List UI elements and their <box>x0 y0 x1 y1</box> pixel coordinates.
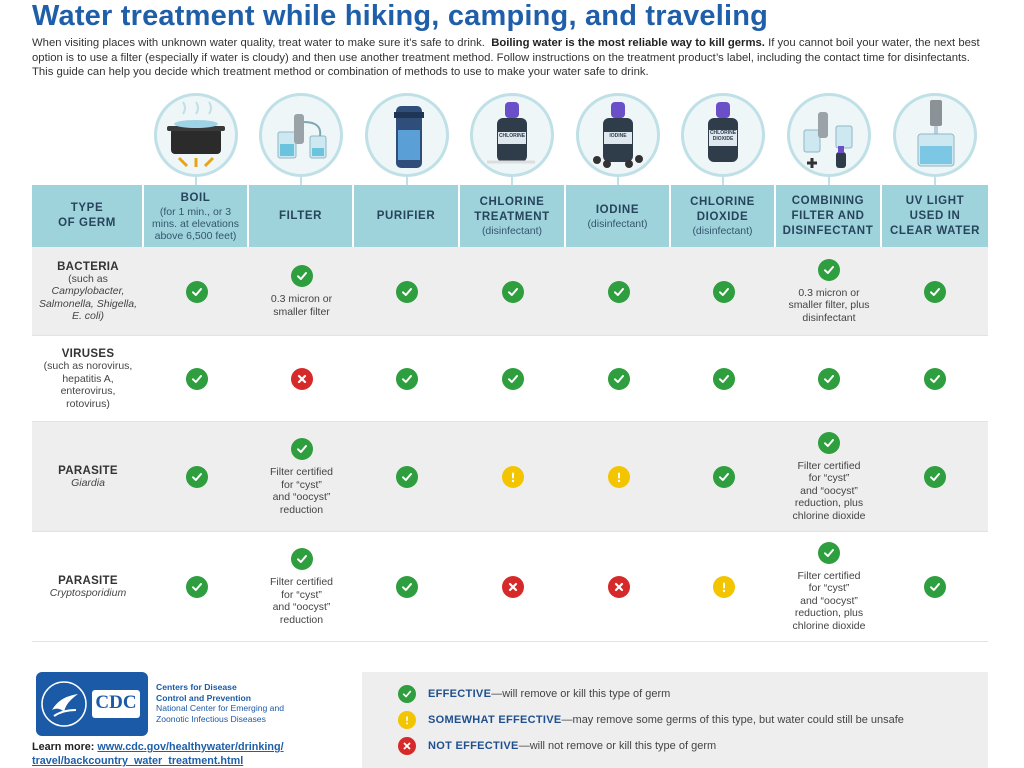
result-note-line: reduction <box>279 613 324 626</box>
filter-icon <box>259 93 343 177</box>
header-label: FILTER AND <box>791 209 865 222</box>
result-cell <box>249 336 354 422</box>
result-cell <box>249 532 354 642</box>
effective-status-icon <box>396 466 418 488</box>
legend-item-somewhat <box>398 711 904 729</box>
result-cell <box>671 422 776 532</box>
germ-type-title: PARASITE <box>58 574 118 587</box>
not-status-icon <box>291 368 313 390</box>
result-note <box>788 287 869 325</box>
result-cell <box>566 422 671 532</box>
effective-status-icon <box>818 259 840 281</box>
effective-status-icon <box>818 432 840 454</box>
result-note-line: disinfectant <box>802 311 856 324</box>
germ-type-examples: (such as norovirus, <box>43 360 133 372</box>
result-cell <box>144 247 249 336</box>
result-note-line: 0.3 micron or <box>798 286 860 299</box>
germ-type-title: PARASITE <box>58 464 118 477</box>
result-note-line: chlorine dioxide <box>792 619 866 632</box>
cdc-center-line-1: National Center for Emerging and <box>156 703 285 713</box>
effective-status-icon <box>713 466 735 488</box>
table-row <box>32 422 988 532</box>
header-label: DISINFECTANT <box>782 224 874 237</box>
legend-description: —may remove some germs of this type, but water could still be unsafe <box>561 714 904 726</box>
legend-label: EFFECTIVE <box>428 688 492 700</box>
somewhat-status-icon <box>608 466 630 488</box>
cdc-footer <box>32 672 362 768</box>
effective-status-icon <box>186 368 208 390</box>
header-label: BOIL <box>180 191 211 204</box>
header-type-of-germ <box>32 185 144 247</box>
method-icons <box>143 93 988 185</box>
result-cell <box>460 532 566 642</box>
result-cell <box>354 422 460 532</box>
effective-status-icon <box>186 281 208 303</box>
bottle-label: CHLORINE DIOXIDE <box>709 130 737 142</box>
result-cell <box>671 247 776 336</box>
effective-status-icon <box>291 265 313 287</box>
header-column <box>249 185 354 247</box>
iodine-bottle-icon <box>576 93 660 177</box>
effective-status-icon <box>398 685 416 703</box>
result-cell <box>460 422 566 532</box>
germ-type-examples: E. coli) <box>71 310 105 322</box>
cdc-name-block <box>156 682 284 724</box>
result-cell <box>776 247 882 336</box>
result-note-line: reduction <box>279 503 324 516</box>
result-note-line: smaller filter <box>273 305 330 318</box>
effective-status-icon <box>291 438 313 460</box>
effective-status-icon <box>924 368 946 390</box>
result-cell <box>249 247 354 336</box>
result-note-line: Filter certified <box>797 459 861 472</box>
effective-status-icon <box>608 368 630 390</box>
header-label: DIOXIDE <box>696 211 749 223</box>
result-cell <box>882 336 988 422</box>
header-label: IODINE <box>595 203 640 216</box>
header-sublabel: mins. at elevations <box>152 217 239 230</box>
somewhat-status-icon <box>502 466 524 488</box>
result-note-line: Filter certified <box>269 576 333 588</box>
header-column <box>354 185 460 247</box>
result-note-line: for “cyst” <box>281 478 322 491</box>
header-label: CLEAR WATER <box>889 224 981 237</box>
cdc-name-line-1: Centers for Disease <box>156 682 237 692</box>
effective-status-icon <box>396 281 418 303</box>
header-column <box>776 185 882 247</box>
result-cell <box>460 247 566 336</box>
header-label: USED IN <box>909 209 961 222</box>
table-row <box>32 532 988 642</box>
germ-type-examples: rotovirus) <box>66 397 110 410</box>
germ-type-cell <box>32 247 144 336</box>
header-label: TREATMENT <box>474 211 550 223</box>
result-cell <box>460 336 566 422</box>
page-title: Water treatment while hiking, camping, and traveling <box>32 0 769 32</box>
table-row <box>32 336 988 422</box>
combined-filter-disinfectant-icon <box>787 93 871 177</box>
header-label: COMBINING <box>791 194 865 207</box>
legend-label: NOT EFFECTIVE <box>428 740 519 752</box>
bottle-label: CHLORINE <box>498 133 526 139</box>
header-sublabel: above 6,500 feet) <box>154 229 237 242</box>
legend-item-effective <box>398 685 670 703</box>
intro-bold-text: Boiling water is the most reliable way to kill germs. <box>491 37 765 49</box>
result-cell <box>144 532 249 642</box>
header-column <box>566 185 671 247</box>
result-note <box>793 460 866 523</box>
result-note-line: Filter certified <box>797 569 861 582</box>
germ-type-examples: Salmonella, Shigella, <box>38 297 138 310</box>
legend <box>362 672 988 768</box>
effective-status-icon <box>396 368 418 390</box>
result-cell <box>144 422 249 532</box>
somewhat-status-icon <box>713 576 735 598</box>
somewhat-status-icon <box>398 711 416 729</box>
not-status-icon <box>502 576 524 598</box>
header-label: UV LIGHT <box>905 194 965 207</box>
header-label: FILTER <box>279 209 322 222</box>
effective-status-icon <box>818 542 840 564</box>
result-cell <box>566 532 671 642</box>
header-label: CHLORINE <box>479 196 545 208</box>
result-cell <box>354 336 460 422</box>
result-cell <box>671 336 776 422</box>
legend-label: SOMEWHAT EFFECTIVE <box>428 714 562 726</box>
result-note-line: reduction, plus <box>794 607 864 620</box>
germ-type-cell <box>32 336 144 422</box>
cdc-logo <box>36 672 148 736</box>
cdc-name-line-2: Control and Prevention <box>156 692 252 703</box>
result-cell <box>882 247 988 336</box>
germ-type-examples: Campylobacter, <box>51 285 125 297</box>
effective-status-icon <box>396 576 418 598</box>
result-note-line: smaller filter, plus <box>788 299 870 312</box>
effective-status-icon <box>502 368 524 390</box>
not-status-icon <box>608 576 630 598</box>
result-note <box>270 466 333 516</box>
result-cell <box>566 247 671 336</box>
germ-type-examples: Giardia <box>71 476 105 489</box>
effective-status-icon <box>502 281 524 303</box>
result-cell <box>776 336 882 422</box>
result-note-line: for “cyst” <box>808 472 850 485</box>
germ-type-cell <box>32 422 144 532</box>
cdc-logo-text: CDC <box>95 692 137 713</box>
header-label: OF GERM <box>58 217 116 229</box>
learn-more <box>32 740 284 768</box>
intro-paragraph <box>32 36 992 80</box>
germ-type-title: BACTERIA <box>57 260 119 273</box>
result-note-line: and “oocyst” <box>272 601 331 613</box>
effective-status-icon <box>924 281 946 303</box>
effective-status-icon <box>713 368 735 390</box>
germ-type-examples: enterovirus, <box>60 385 116 397</box>
effective-status-icon <box>186 576 208 598</box>
result-cell <box>144 336 249 422</box>
result-note-line: and “oocyst” <box>800 484 858 497</box>
header-sublabel: (disinfectant) <box>481 225 543 237</box>
result-cell <box>776 532 882 642</box>
legend-description: —will remove or kill this type of germ <box>491 688 671 700</box>
header-column <box>144 185 249 247</box>
legend-description: —will not remove or kill this type of germ <box>518 740 717 752</box>
header-label: TYPE <box>70 202 104 214</box>
result-cell <box>566 336 671 422</box>
result-cell <box>776 422 882 532</box>
not-status-icon <box>398 737 416 755</box>
effective-status-icon <box>818 368 840 390</box>
table-header <box>32 185 988 247</box>
legend-item-not <box>398 737 716 755</box>
germ-type-examples: Cryptosporidium <box>49 586 127 599</box>
learn-more-label: Learn more: <box>32 741 95 753</box>
cdc-center-line-2: Zoonotic Infectious Diseases <box>156 713 266 724</box>
uv-light-icon <box>893 93 977 177</box>
learn-more-link-1[interactable]: www.cdc.gov/healthywater/drinking/ <box>97 741 284 753</box>
header-column <box>460 185 566 247</box>
header-label: PURIFIER <box>376 209 436 222</box>
chlorine-bottle-icon <box>470 93 554 177</box>
result-note <box>270 576 333 626</box>
result-cell <box>671 532 776 642</box>
header-sublabel: (disinfectant) <box>587 217 648 230</box>
intro-text-continued: If you cannot boil your water, the next best option is to use a filter (especially if water is cloudy) and then use another treatment method. Follow instructions on the treatment product’s label, including the contact time for disinfectants. This guide can help you decide which treatment method or combination of methods to use to make your water safe to drink. <box>32 37 980 78</box>
effective-status-icon <box>713 281 735 303</box>
effective-status-icon <box>924 576 946 598</box>
header-label: CHLORINE <box>690 196 755 208</box>
header-column <box>882 185 988 247</box>
result-note-line: reduction, plus <box>794 497 864 510</box>
result-note-line: Filter certified <box>269 466 333 478</box>
chlorine-dioxide-bottle-icon <box>681 93 765 177</box>
germ-type-examples: (such as <box>68 272 108 285</box>
result-note-line: 0.3 micron or <box>270 293 333 305</box>
effective-status-icon <box>291 548 313 570</box>
purifier-icon <box>365 93 449 177</box>
bottle-label: IODINE <box>609 133 627 139</box>
pot-icon <box>154 93 238 177</box>
header-sublabel: (for 1 min., or 3 <box>159 205 232 218</box>
effective-status-icon <box>186 466 208 488</box>
germ-type-title: VIRUSES <box>61 348 115 360</box>
result-note-line: and “oocyst” <box>800 594 858 607</box>
result-cell <box>354 532 460 642</box>
result-note-line: and “oocyst” <box>272 491 331 503</box>
effective-status-icon <box>608 281 630 303</box>
header-sublabel: (disinfectant) <box>692 225 753 237</box>
result-note-line: for “cyst” <box>808 582 850 595</box>
germ-type-examples: hepatitis A, <box>62 372 114 385</box>
header-column <box>671 185 776 247</box>
result-note <box>793 570 866 633</box>
result-cell <box>882 532 988 642</box>
result-cell <box>354 247 460 336</box>
table-row <box>32 247 988 336</box>
intro-text: When visiting places with unknown water quality, treat water to make sure it’s safe to drink. <box>32 37 485 49</box>
result-note <box>271 293 332 318</box>
row-divider <box>32 641 988 642</box>
effective-status-icon <box>924 466 946 488</box>
result-note-line: chlorine dioxide <box>792 509 866 522</box>
germ-type-cell <box>32 532 144 642</box>
result-cell <box>882 422 988 532</box>
result-note-line: for “cyst” <box>281 588 322 601</box>
result-cell <box>249 422 354 532</box>
learn-more-link-2[interactable]: travel/backcountry_water_treatment.html <box>32 755 244 767</box>
